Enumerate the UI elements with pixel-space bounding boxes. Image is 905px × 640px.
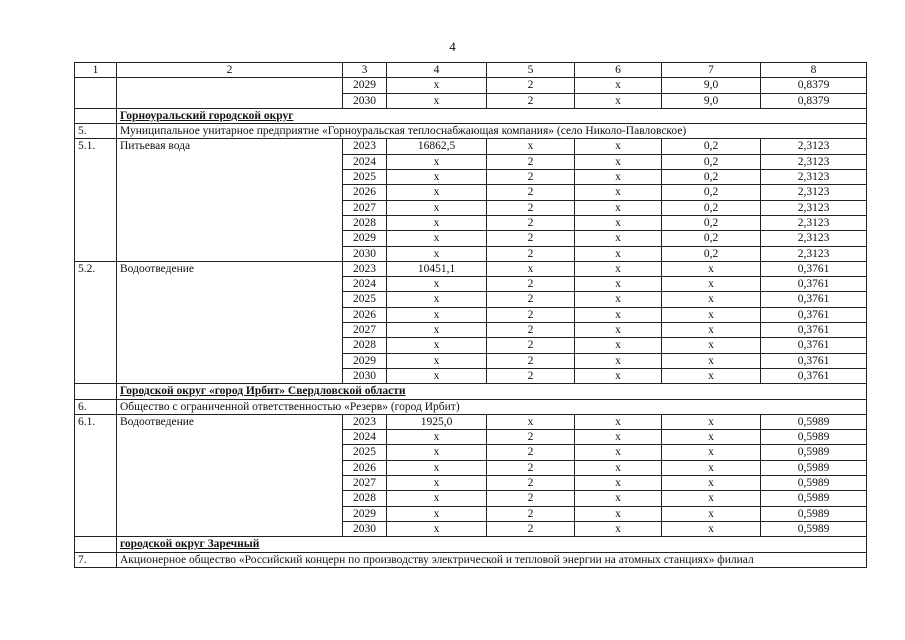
value-col7-cell: 0,2: [662, 200, 761, 215]
value-col5-cell: 2: [487, 154, 575, 169]
value-col6-cell: x: [575, 215, 662, 230]
year-cell: 2026: [343, 185, 387, 200]
value-col8-cell: 0,5989: [761, 506, 867, 521]
value-col4-cell: x: [387, 307, 487, 322]
section-title: Городской округ «город Ирбит» Свердловской области: [120, 385, 406, 398]
value-col4-cell: x: [387, 521, 487, 536]
column-number-header: 6: [575, 63, 662, 78]
value-col4-cell: x: [387, 460, 487, 475]
value-col4-cell: 1925,0: [387, 414, 487, 429]
organization-name: Муниципальное унитарное предприятие «Горноуральская теплоснабжающая компания» (село Николо-Павловское): [117, 124, 867, 139]
value-col5-cell: 2: [487, 200, 575, 215]
number-cell: [75, 108, 117, 123]
value-col8-cell: 2,3123: [761, 231, 867, 246]
item-number: 5.1.: [75, 139, 117, 261]
number-cell: [75, 78, 117, 109]
value-col4-cell: x: [387, 170, 487, 185]
value-col6-cell: x: [575, 246, 662, 261]
value-col5-cell: 2: [487, 491, 575, 506]
value-col5-cell: 2: [487, 338, 575, 353]
value-col7-cell: x: [662, 521, 761, 536]
year-cell: 2024: [343, 430, 387, 445]
value-col8-cell: 2,3123: [761, 154, 867, 169]
value-col5-cell: 2: [487, 368, 575, 383]
year-cell: 2030: [343, 246, 387, 261]
item-number: 5.2.: [75, 261, 117, 383]
value-col6-cell: x: [575, 430, 662, 445]
value-col5-cell: 2: [487, 521, 575, 536]
value-col4-cell: x: [387, 93, 487, 108]
value-col4-cell: x: [387, 292, 487, 307]
value-col4-cell: x: [387, 185, 487, 200]
value-col6-cell: x: [575, 414, 662, 429]
column-number-header: 8: [761, 63, 867, 78]
value-col6-cell: x: [575, 491, 662, 506]
value-col4-cell: x: [387, 430, 487, 445]
value-col4-cell: x: [387, 506, 487, 521]
column-number-header: 3: [343, 63, 387, 78]
service-label: Водоотведение: [117, 414, 343, 536]
value-col8-cell: 0,3761: [761, 307, 867, 322]
value-col6-cell: x: [575, 261, 662, 276]
year-cell: 2029: [343, 353, 387, 368]
organization-name: Акционерное общество «Российский концерн по производству электрической и тепловой энергии на атомных станциях» филиал: [117, 552, 867, 567]
value-col5-cell: 2: [487, 307, 575, 322]
value-col8-cell: 0,3761: [761, 368, 867, 383]
value-col4-cell: x: [387, 154, 487, 169]
value-col5-cell: 2: [487, 170, 575, 185]
organization-row: [75, 399, 867, 414]
organization-row: [75, 124, 867, 139]
organization-row: [75, 552, 867, 567]
value-col6-cell: x: [575, 307, 662, 322]
value-col8-cell: 0,3761: [761, 261, 867, 276]
column-number-header: 7: [662, 63, 761, 78]
value-col6-cell: x: [575, 170, 662, 185]
year-cell: 2023: [343, 261, 387, 276]
value-col7-cell: x: [662, 414, 761, 429]
value-col8-cell: 0,5989: [761, 476, 867, 491]
value-col8-cell: 0,3761: [761, 323, 867, 338]
column-number-header: 5: [487, 63, 575, 78]
year-cell: 2023: [343, 139, 387, 154]
value-col5-cell: 2: [487, 78, 575, 93]
value-col6-cell: x: [575, 506, 662, 521]
value-col6-cell: x: [575, 445, 662, 460]
value-col7-cell: x: [662, 430, 761, 445]
value-col7-cell: 9,0: [662, 93, 761, 108]
organization-number: 5.: [75, 124, 117, 139]
year-cell: 2024: [343, 277, 387, 292]
section-row: [75, 108, 867, 123]
value-col8-cell: 0,3761: [761, 277, 867, 292]
value-col7-cell: x: [662, 353, 761, 368]
value-col4-cell: x: [387, 491, 487, 506]
value-col4-cell: x: [387, 353, 487, 368]
year-cell: 2025: [343, 170, 387, 185]
value-col7-cell: x: [662, 460, 761, 475]
value-col5-cell: 2: [487, 246, 575, 261]
value-col8-cell: 0,8379: [761, 93, 867, 108]
value-col8-cell: 0,5989: [761, 430, 867, 445]
value-col4-cell: x: [387, 338, 487, 353]
value-col4-cell: x: [387, 476, 487, 491]
value-col7-cell: 0,2: [662, 246, 761, 261]
value-col8-cell: 2,3123: [761, 200, 867, 215]
value-col8-cell: 0,5989: [761, 460, 867, 475]
value-col4-cell: 10451,1: [387, 261, 487, 276]
value-col6-cell: x: [575, 476, 662, 491]
label-cell: [117, 78, 343, 109]
value-col8-cell: 2,3123: [761, 215, 867, 230]
section-title: Горноуральский городской округ: [120, 109, 294, 122]
page-number: 4: [449, 39, 456, 54]
year-cell: 2026: [343, 307, 387, 322]
value-col6-cell: x: [575, 78, 662, 93]
value-col7-cell: x: [662, 323, 761, 338]
value-col5-cell: 2: [487, 323, 575, 338]
section-row: [75, 537, 867, 552]
value-col5-cell: 2: [487, 231, 575, 246]
value-col6-cell: x: [575, 338, 662, 353]
value-col8-cell: 0,3761: [761, 353, 867, 368]
value-col4-cell: x: [387, 231, 487, 246]
item-number: 6.1.: [75, 414, 117, 536]
value-col6-cell: x: [575, 185, 662, 200]
value-col7-cell: x: [662, 277, 761, 292]
organization-number: 7.: [75, 552, 117, 567]
value-col8-cell: 0,3761: [761, 338, 867, 353]
value-col7-cell: 0,2: [662, 170, 761, 185]
value-col6-cell: x: [575, 323, 662, 338]
value-col6-cell: x: [575, 93, 662, 108]
number-cell: [75, 384, 117, 399]
organization-name: Общество с ограниченной ответственностью «Резерв» (город Ирбит): [117, 399, 867, 414]
section-row: [75, 384, 867, 399]
value-col7-cell: 9,0: [662, 78, 761, 93]
value-col7-cell: 0,2: [662, 215, 761, 230]
year-cell: 2028: [343, 491, 387, 506]
value-col6-cell: x: [575, 368, 662, 383]
value-col5-cell: 2: [487, 292, 575, 307]
value-col5-cell: 2: [487, 460, 575, 475]
section-title-cell: [117, 384, 867, 399]
value-col5-cell: 2: [487, 277, 575, 292]
year-cell: 2028: [343, 215, 387, 230]
year-cell: 2030: [343, 521, 387, 536]
value-col7-cell: x: [662, 292, 761, 307]
value-col7-cell: x: [662, 338, 761, 353]
year-cell: 2026: [343, 460, 387, 475]
value-col5-cell: 2: [487, 476, 575, 491]
section-title-cell: [117, 537, 867, 552]
value-col6-cell: x: [575, 521, 662, 536]
value-col7-cell: 0,2: [662, 154, 761, 169]
value-col6-cell: x: [575, 139, 662, 154]
value-col7-cell: x: [662, 445, 761, 460]
value-col5-cell: 2: [487, 430, 575, 445]
value-col4-cell: x: [387, 323, 487, 338]
value-col8-cell: 0,5989: [761, 491, 867, 506]
value-col4-cell: x: [387, 246, 487, 261]
year-cell: 2027: [343, 200, 387, 215]
value-col7-cell: x: [662, 476, 761, 491]
value-col7-cell: x: [662, 307, 761, 322]
value-col8-cell: 0,3761: [761, 292, 867, 307]
value-col5-cell: 2: [487, 506, 575, 521]
organization-number: 6.: [75, 399, 117, 414]
value-col8-cell: 0,5989: [761, 414, 867, 429]
table-row: [75, 414, 867, 429]
value-col4-cell: x: [387, 200, 487, 215]
value-col4-cell: x: [387, 368, 487, 383]
value-col8-cell: 2,3123: [761, 139, 867, 154]
service-label: Водоотведение: [117, 261, 343, 383]
year-cell: 2029: [343, 78, 387, 93]
table-row: [75, 139, 867, 154]
value-col8-cell: 0,5989: [761, 445, 867, 460]
year-cell: 2025: [343, 292, 387, 307]
value-col4-cell: x: [387, 445, 487, 460]
value-col5-cell: 2: [487, 353, 575, 368]
value-col6-cell: x: [575, 200, 662, 215]
value-col6-cell: x: [575, 277, 662, 292]
value-col6-cell: x: [575, 460, 662, 475]
table-header-row: [75, 63, 867, 78]
section-title-cell: [117, 108, 867, 123]
value-col8-cell: 0,8379: [761, 78, 867, 93]
year-cell: 2029: [343, 506, 387, 521]
table-row: [75, 78, 867, 93]
value-col8-cell: 2,3123: [761, 170, 867, 185]
value-col6-cell: x: [575, 231, 662, 246]
value-col4-cell: x: [387, 78, 487, 93]
year-cell: 2023: [343, 414, 387, 429]
year-cell: 2025: [343, 445, 387, 460]
year-cell: 2029: [343, 231, 387, 246]
year-cell: 2027: [343, 476, 387, 491]
value-col7-cell: x: [662, 491, 761, 506]
value-col5-cell: x: [487, 261, 575, 276]
value-col5-cell: 2: [487, 93, 575, 108]
value-col5-cell: x: [487, 414, 575, 429]
service-label: Питьевая вода: [117, 139, 343, 261]
value-col5-cell: x: [487, 139, 575, 154]
value-col6-cell: x: [575, 353, 662, 368]
value-col5-cell: 2: [487, 445, 575, 460]
value-col4-cell: 16862,5: [387, 139, 487, 154]
year-cell: 2028: [343, 338, 387, 353]
tariff-table: [74, 62, 867, 568]
table-row: [75, 261, 867, 276]
value-col8-cell: 2,3123: [761, 185, 867, 200]
number-cell: [75, 537, 117, 552]
value-col5-cell: 2: [487, 185, 575, 200]
year-cell: 2030: [343, 93, 387, 108]
value-col7-cell: 0,2: [662, 139, 761, 154]
value-col8-cell: 0,5989: [761, 521, 867, 536]
column-number-header: 4: [387, 63, 487, 78]
value-col7-cell: x: [662, 368, 761, 383]
value-col7-cell: 0,2: [662, 231, 761, 246]
column-number-header: 2: [117, 63, 343, 78]
value-col6-cell: x: [575, 292, 662, 307]
value-col8-cell: 2,3123: [761, 246, 867, 261]
value-col4-cell: x: [387, 215, 487, 230]
column-number-header: 1: [75, 63, 117, 78]
year-cell: 2027: [343, 323, 387, 338]
value-col7-cell: x: [662, 261, 761, 276]
value-col6-cell: x: [575, 154, 662, 169]
section-title: городской округ Заречный: [120, 538, 260, 551]
year-cell: 2024: [343, 154, 387, 169]
value-col5-cell: 2: [487, 215, 575, 230]
value-col4-cell: x: [387, 277, 487, 292]
value-col7-cell: x: [662, 506, 761, 521]
year-cell: 2030: [343, 368, 387, 383]
value-col7-cell: 0,2: [662, 185, 761, 200]
